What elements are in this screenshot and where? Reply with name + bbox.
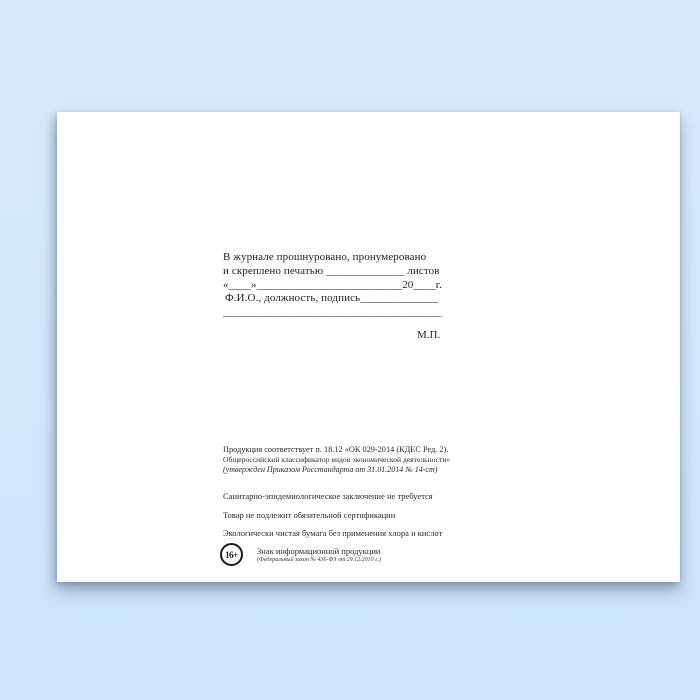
info-sign-title: Знак информационной продукции bbox=[257, 546, 381, 556]
okved-approval-line: (утвержден Приказом Росстандарта от 31.01.2014 № 14-ст) bbox=[223, 465, 438, 474]
binding-note-line-3: «____»__________________________20____г. bbox=[223, 278, 443, 291]
binding-certification-block bbox=[223, 251, 463, 320]
eco-paper-note: Экологически чистая бумага без применения хлора и кислот bbox=[223, 528, 443, 538]
okved-classifier-line: Общероссийский классификатор видов экономической деятельности» bbox=[223, 455, 451, 464]
product-info-block bbox=[223, 445, 513, 566]
binding-note-line-4: Ф.И.О., должность, подпись______________ bbox=[225, 292, 439, 305]
info-sign-text bbox=[257, 547, 381, 564]
age-rating-row bbox=[220, 543, 513, 566]
signature-blank-line: _______________________________________ bbox=[223, 306, 442, 319]
age-restriction-badge-icon: 16+ bbox=[220, 543, 243, 566]
info-sign-law-reference: (Федеральный закон № 436-ФЗ от 29.12.2010 г.) bbox=[257, 557, 381, 563]
certification-note: Товар не подлежит обязательной сертификации bbox=[223, 509, 396, 520]
okved-compliance-line: Продукция соответствует п. 18.12 «ОК 029-2014 (КДЕС Ред. 2). bbox=[223, 445, 449, 454]
journal-back-page bbox=[57, 112, 680, 582]
binding-note-line-1: В журнале прошнуровано, пронумеровано bbox=[223, 251, 427, 263]
sanitary-note: Санитарно-эпидемиологическое заключение не требуется bbox=[223, 491, 433, 501]
binding-note-line-2: и скреплено печатью ______________ листов bbox=[223, 264, 440, 277]
stamp-place-abbr: М.П. bbox=[417, 329, 441, 341]
